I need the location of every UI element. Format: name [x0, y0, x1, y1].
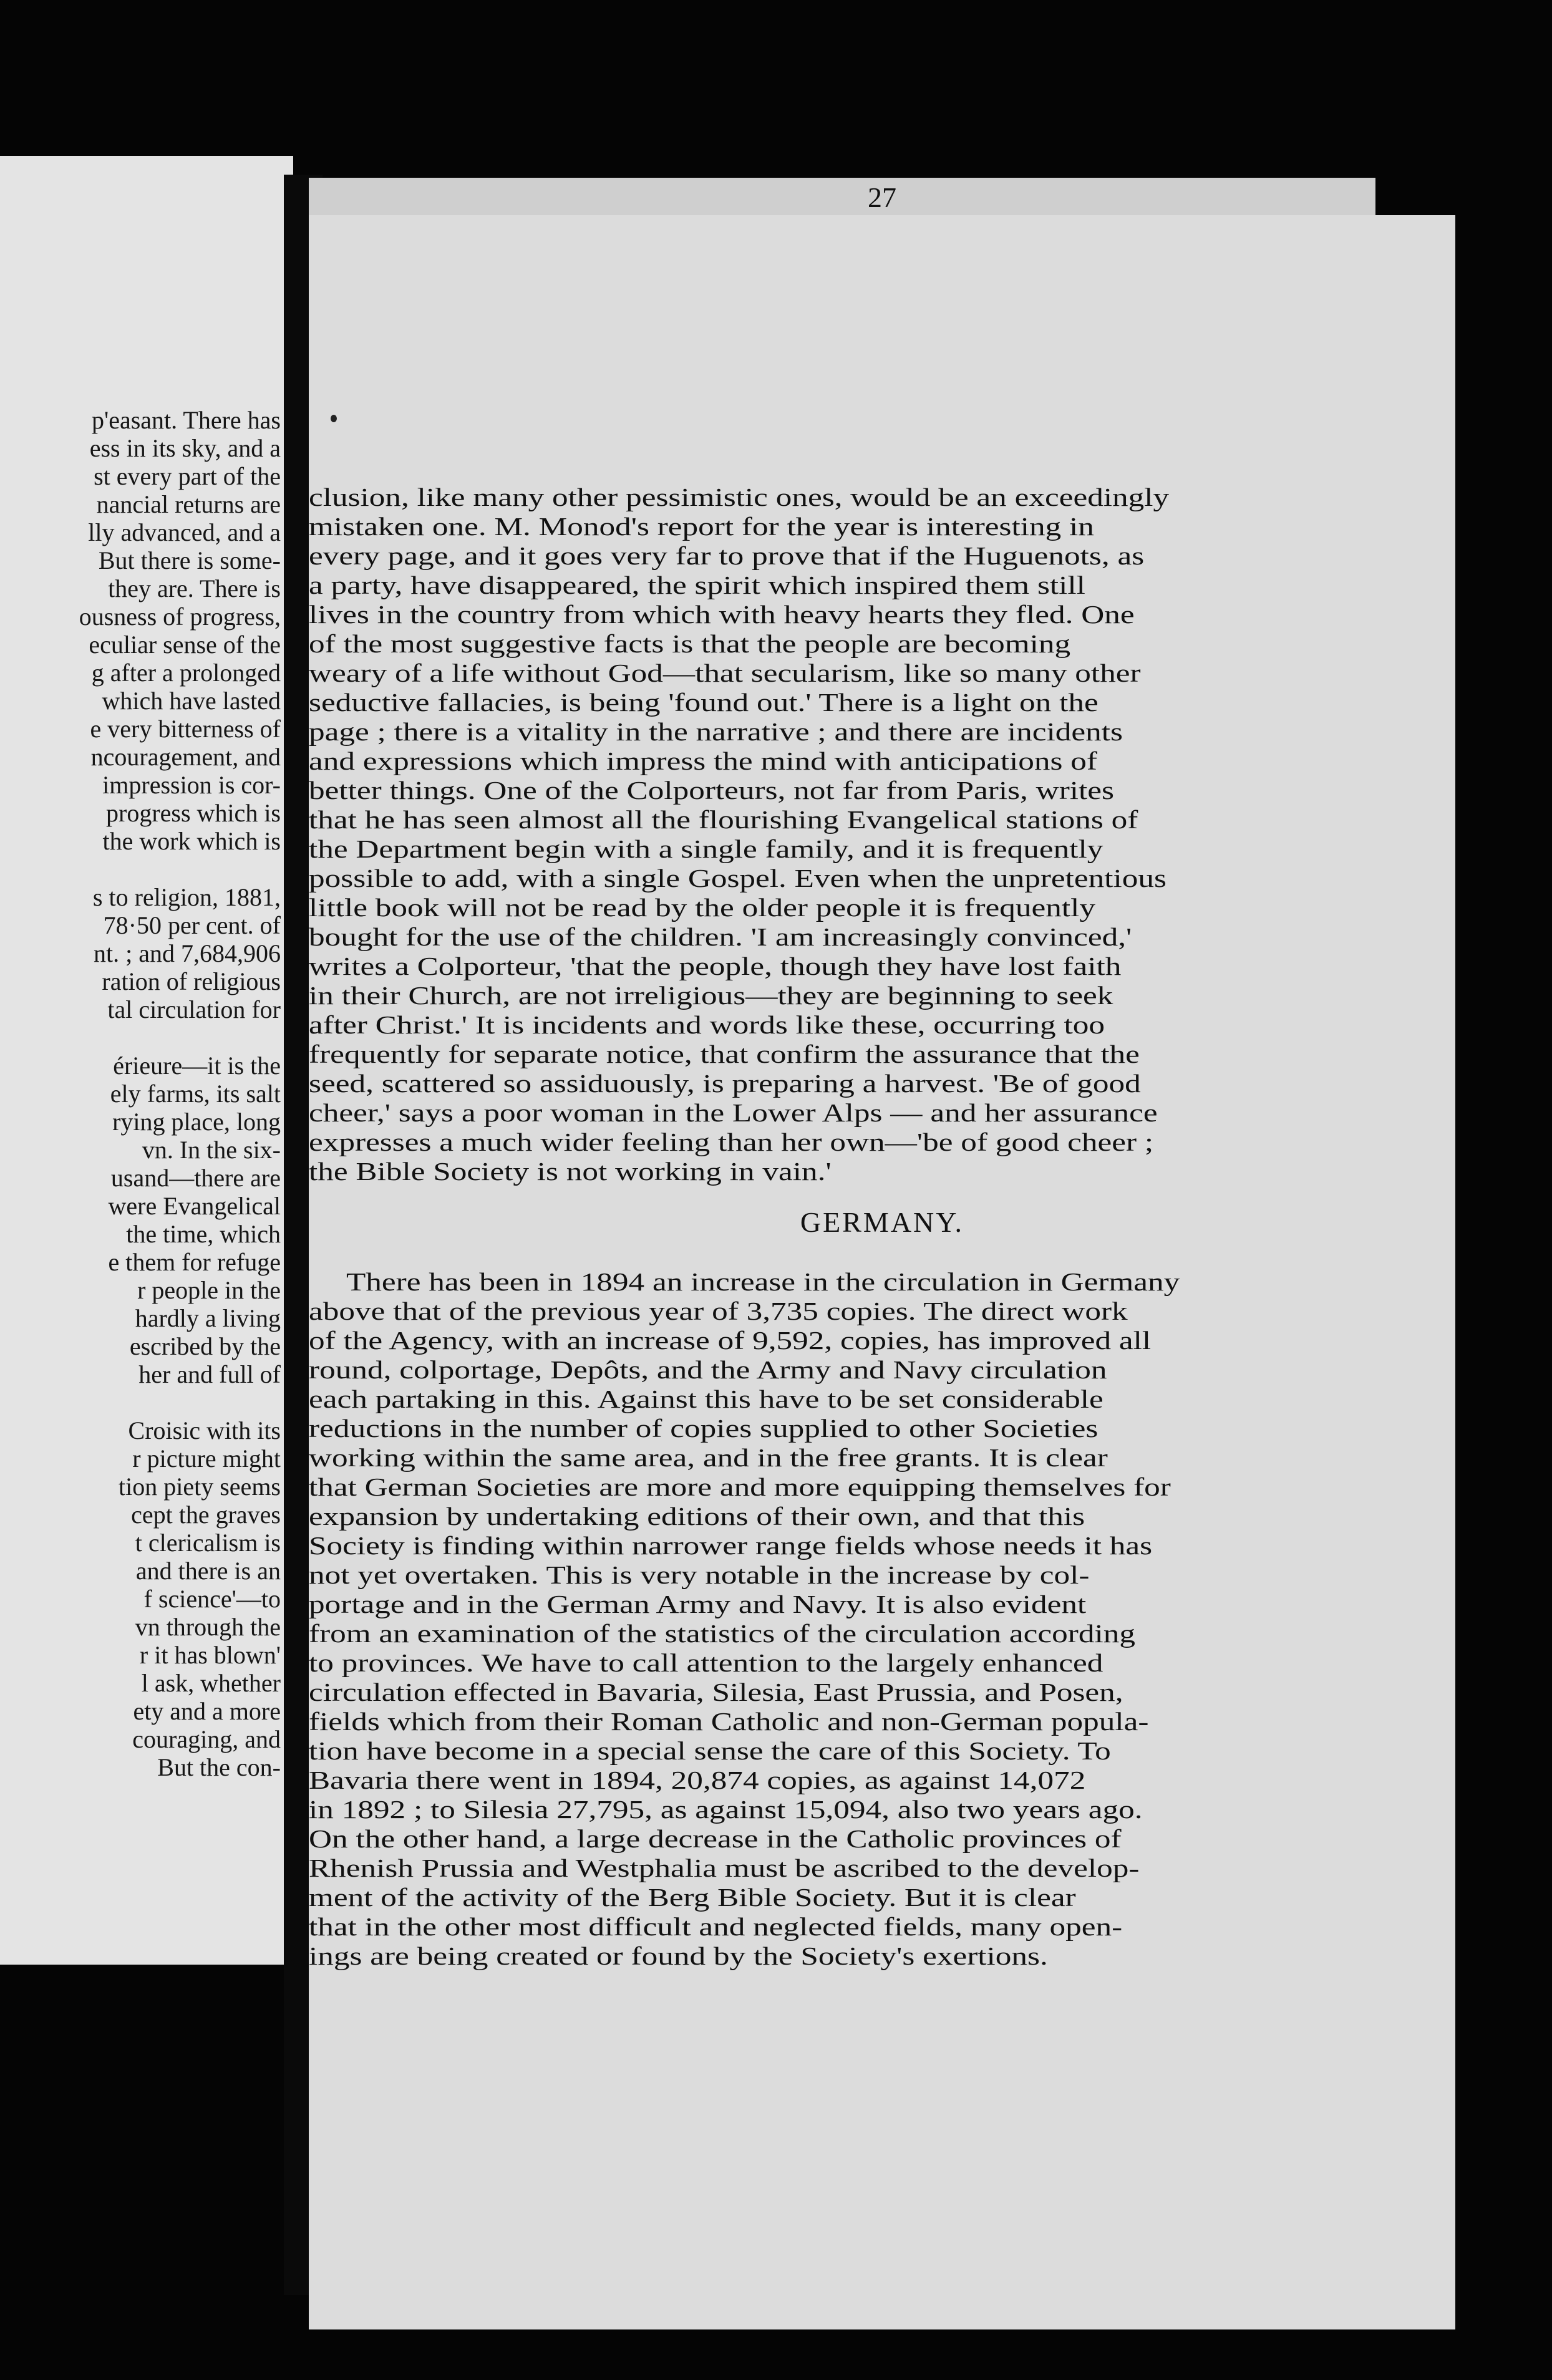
left-text-line: rying place, long — [112, 1108, 281, 1136]
body-text-line: expansion by undertaking editions of their own, and that this — [309, 1502, 1085, 1531]
left-text-line: tion piety seems — [119, 1473, 281, 1501]
left-text-line: vn through the — [135, 1613, 281, 1641]
body-text-line: clusion, like many other pessimistic ones, would be an exceedingly — [309, 483, 1170, 511]
left-text-line: f science'—to — [143, 1585, 281, 1613]
left-text-line: the time, which — [126, 1220, 281, 1248]
body-text-line: On the other hand, a large decrease in the Catholic provinces of — [309, 1824, 1122, 1853]
body-text-line: that he has seen almost all the flourishing Evangelical stations of — [309, 805, 1138, 834]
body-text-line: Society is finding within narrower range fields whose needs it has — [309, 1531, 1153, 1560]
body-text-line: expresses a much wider feeling than her own—'be of good cheer ; — [309, 1128, 1154, 1156]
left-page — [0, 156, 293, 1965]
left-text-line: eculiar sense of the — [89, 631, 281, 659]
left-text-line: and there is an — [135, 1557, 281, 1585]
body-text-line: of the most suggestive facts is that the people are becoming — [309, 629, 1071, 658]
left-text-line: escribed by the — [129, 1332, 281, 1360]
left-text-line: progress which is — [106, 799, 281, 827]
body-text-line: little book will not be read by the older people it is frequently — [309, 893, 1096, 922]
left-text-line: ration of religious — [102, 967, 281, 995]
body-text-line: seed, scattered so assiduously, is preparing a harvest. 'Be of good — [309, 1069, 1141, 1098]
body-text-line: seductive fallacies, is being 'found out.' There is a light on the — [309, 688, 1099, 717]
body-text-line: portage and in the German Army and Navy. It is also evident — [309, 1590, 1087, 1618]
left-text-line: Croisic with its — [128, 1416, 281, 1444]
left-text-line: ess in its sky, and a — [89, 434, 281, 462]
body-text-line: writes a Colporteur, 'that the people, though they have lost faith — [309, 952, 1122, 980]
left-text-line: ety and a more — [133, 1697, 281, 1725]
body-text-line: in their Church, are not irreligious—they are beginning to seek — [309, 981, 1113, 1010]
left-text-line: hardly a living — [135, 1304, 281, 1332]
left-text-line: t clericalism is — [135, 1529, 281, 1557]
left-text-line: st every part of the — [94, 462, 281, 490]
body-text-line: from an examination of the statistics of the circulation according — [309, 1619, 1135, 1648]
left-text-line: nancial returns are — [96, 490, 281, 518]
left-text-line: s to religion, 1881, — [92, 883, 281, 911]
body-text-line: that German Societies are more and more equipping themselves for — [309, 1473, 1171, 1501]
left-text-line: couraging, and — [132, 1725, 281, 1753]
left-text-line: But there is some- — [98, 546, 281, 574]
body-text-line: every page, and it goes very far to prove that if the Huguenots, as — [309, 541, 1145, 570]
left-text-line: 78·50 per cent. of — [103, 911, 281, 939]
body-text-line: fields which from their Roman Catholic and non-German popula- — [309, 1707, 1149, 1736]
left-text-line: nt. ; and 7,684,906 — [94, 939, 281, 967]
body-text-line: cheer,' says a poor woman in the Lower Alps — and her assurance — [309, 1098, 1158, 1127]
body-text-line: tion have become in a special sense the care of this Society. To — [309, 1736, 1111, 1765]
body-text-line: to provinces. We have to call attention to the largely enhanced — [309, 1648, 1103, 1677]
right-page — [309, 181, 1455, 2329]
body-text-line: better things. One of the Colporteurs, not far from Paris, writes — [309, 776, 1114, 805]
left-text-line: which have lasted — [102, 687, 281, 715]
left-text-line: r it has blown' — [139, 1641, 281, 1669]
left-text-line: r picture might — [132, 1444, 281, 1473]
body-text-line: that in the other most difficult and neglected fields, many open- — [309, 1912, 1123, 1941]
body-text-line: Rhenish Prussia and Westphalia must be ascribed to the develop- — [309, 1854, 1140, 1882]
page-number: 27 — [868, 181, 896, 213]
body-text-line: possible to add, with a single Gospel. Even when the unpretentious — [309, 864, 1166, 893]
body-text-line: frequently for separate notice, that confirm the assurance that the — [309, 1040, 1140, 1068]
left-text-line: tal circulation for — [107, 995, 281, 1023]
left-text-line: usand—there are — [110, 1164, 281, 1192]
left-text-line: were Evangelical — [108, 1192, 281, 1220]
left-text-line: lly advanced, and a — [88, 518, 281, 546]
body-text-line: the Bible Society is not working in vain.' — [309, 1157, 832, 1186]
body-text-line: circulation effected in Bavaria, Silesia, East Prussia, and Posen, — [309, 1678, 1123, 1706]
body-text-line: of the Agency, with an increase of 9,592, copies, has improved all — [309, 1326, 1152, 1355]
body-text-line: There has been in 1894 an increase in the circulation in Germany — [346, 1267, 1180, 1296]
body-text-line: a party, have disappeared, the spirit which inspired them still — [309, 571, 1085, 599]
body-text-line: bought for the use of the children. 'I am increasingly convinced,' — [309, 922, 1132, 951]
body-text-line: working within the same area, and in the free grants. It is clear — [309, 1443, 1108, 1472]
body-text-line: in 1892 ; to Silesia 27,795, as against 15,094, also two years ago. — [309, 1795, 1143, 1824]
body-text-line: above that of the previous year of 3,735 copies. The direct work — [309, 1297, 1128, 1325]
body-text-line: mistaken one. M. Monod's report for the year is interesting in — [309, 512, 1094, 541]
left-text-line: cept the graves — [131, 1501, 281, 1529]
body-text-line: Bavaria there went in 1894, 20,874 copies, as against 14,072 — [309, 1766, 1086, 1794]
body-text-line: the Department begin with a single family, and it is frequently — [309, 834, 1103, 863]
left-text-line: g after a prolonged — [91, 659, 281, 687]
ink-speck — [331, 415, 337, 422]
body-text-line: lives in the country from which with heavy hearts they fled. One — [309, 600, 1135, 629]
body-text-line: ment of the activity of the Berg Bible Society. But it is clear — [309, 1883, 1076, 1912]
body-text-line: each partaking in this. Against this have to be set considerable — [309, 1385, 1103, 1413]
left-text-line: vn. In the six- — [142, 1136, 281, 1164]
body-text-line: reductions in the number of copies supplied to other Societies — [309, 1414, 1099, 1443]
left-text-line: érieure—it is the — [113, 1052, 281, 1080]
left-text-line: ousness of progress, — [79, 602, 281, 631]
body-text-line: not yet overtaken. This is very notable in the increase by col- — [309, 1560, 1090, 1589]
body-text-line: and expressions which impress the mind with anticipations of — [309, 747, 1097, 775]
left-text-line: they are. There is — [108, 574, 281, 602]
left-text-line: l ask, whether — [141, 1669, 281, 1697]
body-text-line: after Christ.' It is incidents and words like these, occurring too — [309, 1010, 1105, 1039]
left-text-line: the work which is — [102, 827, 281, 855]
left-text-line: r people in the — [137, 1276, 281, 1304]
body-text-line: ings are being created or found by the Society's exertions. — [309, 1942, 1048, 1970]
left-text-line: e them for refuge — [108, 1248, 281, 1276]
left-text-line: p'easant. There has — [91, 406, 281, 434]
body-text-line: page ; there is a vitality in the narrative ; and there are incidents — [309, 717, 1123, 746]
left-text-line: her and full of — [138, 1360, 281, 1388]
body-text-line: round, colportage, Depôts, and the Army and Navy circulation — [309, 1355, 1107, 1384]
left-text-line: But the con- — [157, 1753, 281, 1781]
body-text-line: weary of a life without God—that secularism, like so many other — [309, 659, 1141, 687]
left-text-line: ncouragement, and — [90, 743, 281, 771]
section-heading: GERMANY. — [800, 1206, 964, 1238]
left-text-line: impression is cor- — [102, 771, 281, 799]
left-text-line: e very bitterness of — [90, 715, 281, 743]
left-text-line: ely farms, its salt — [110, 1080, 281, 1108]
